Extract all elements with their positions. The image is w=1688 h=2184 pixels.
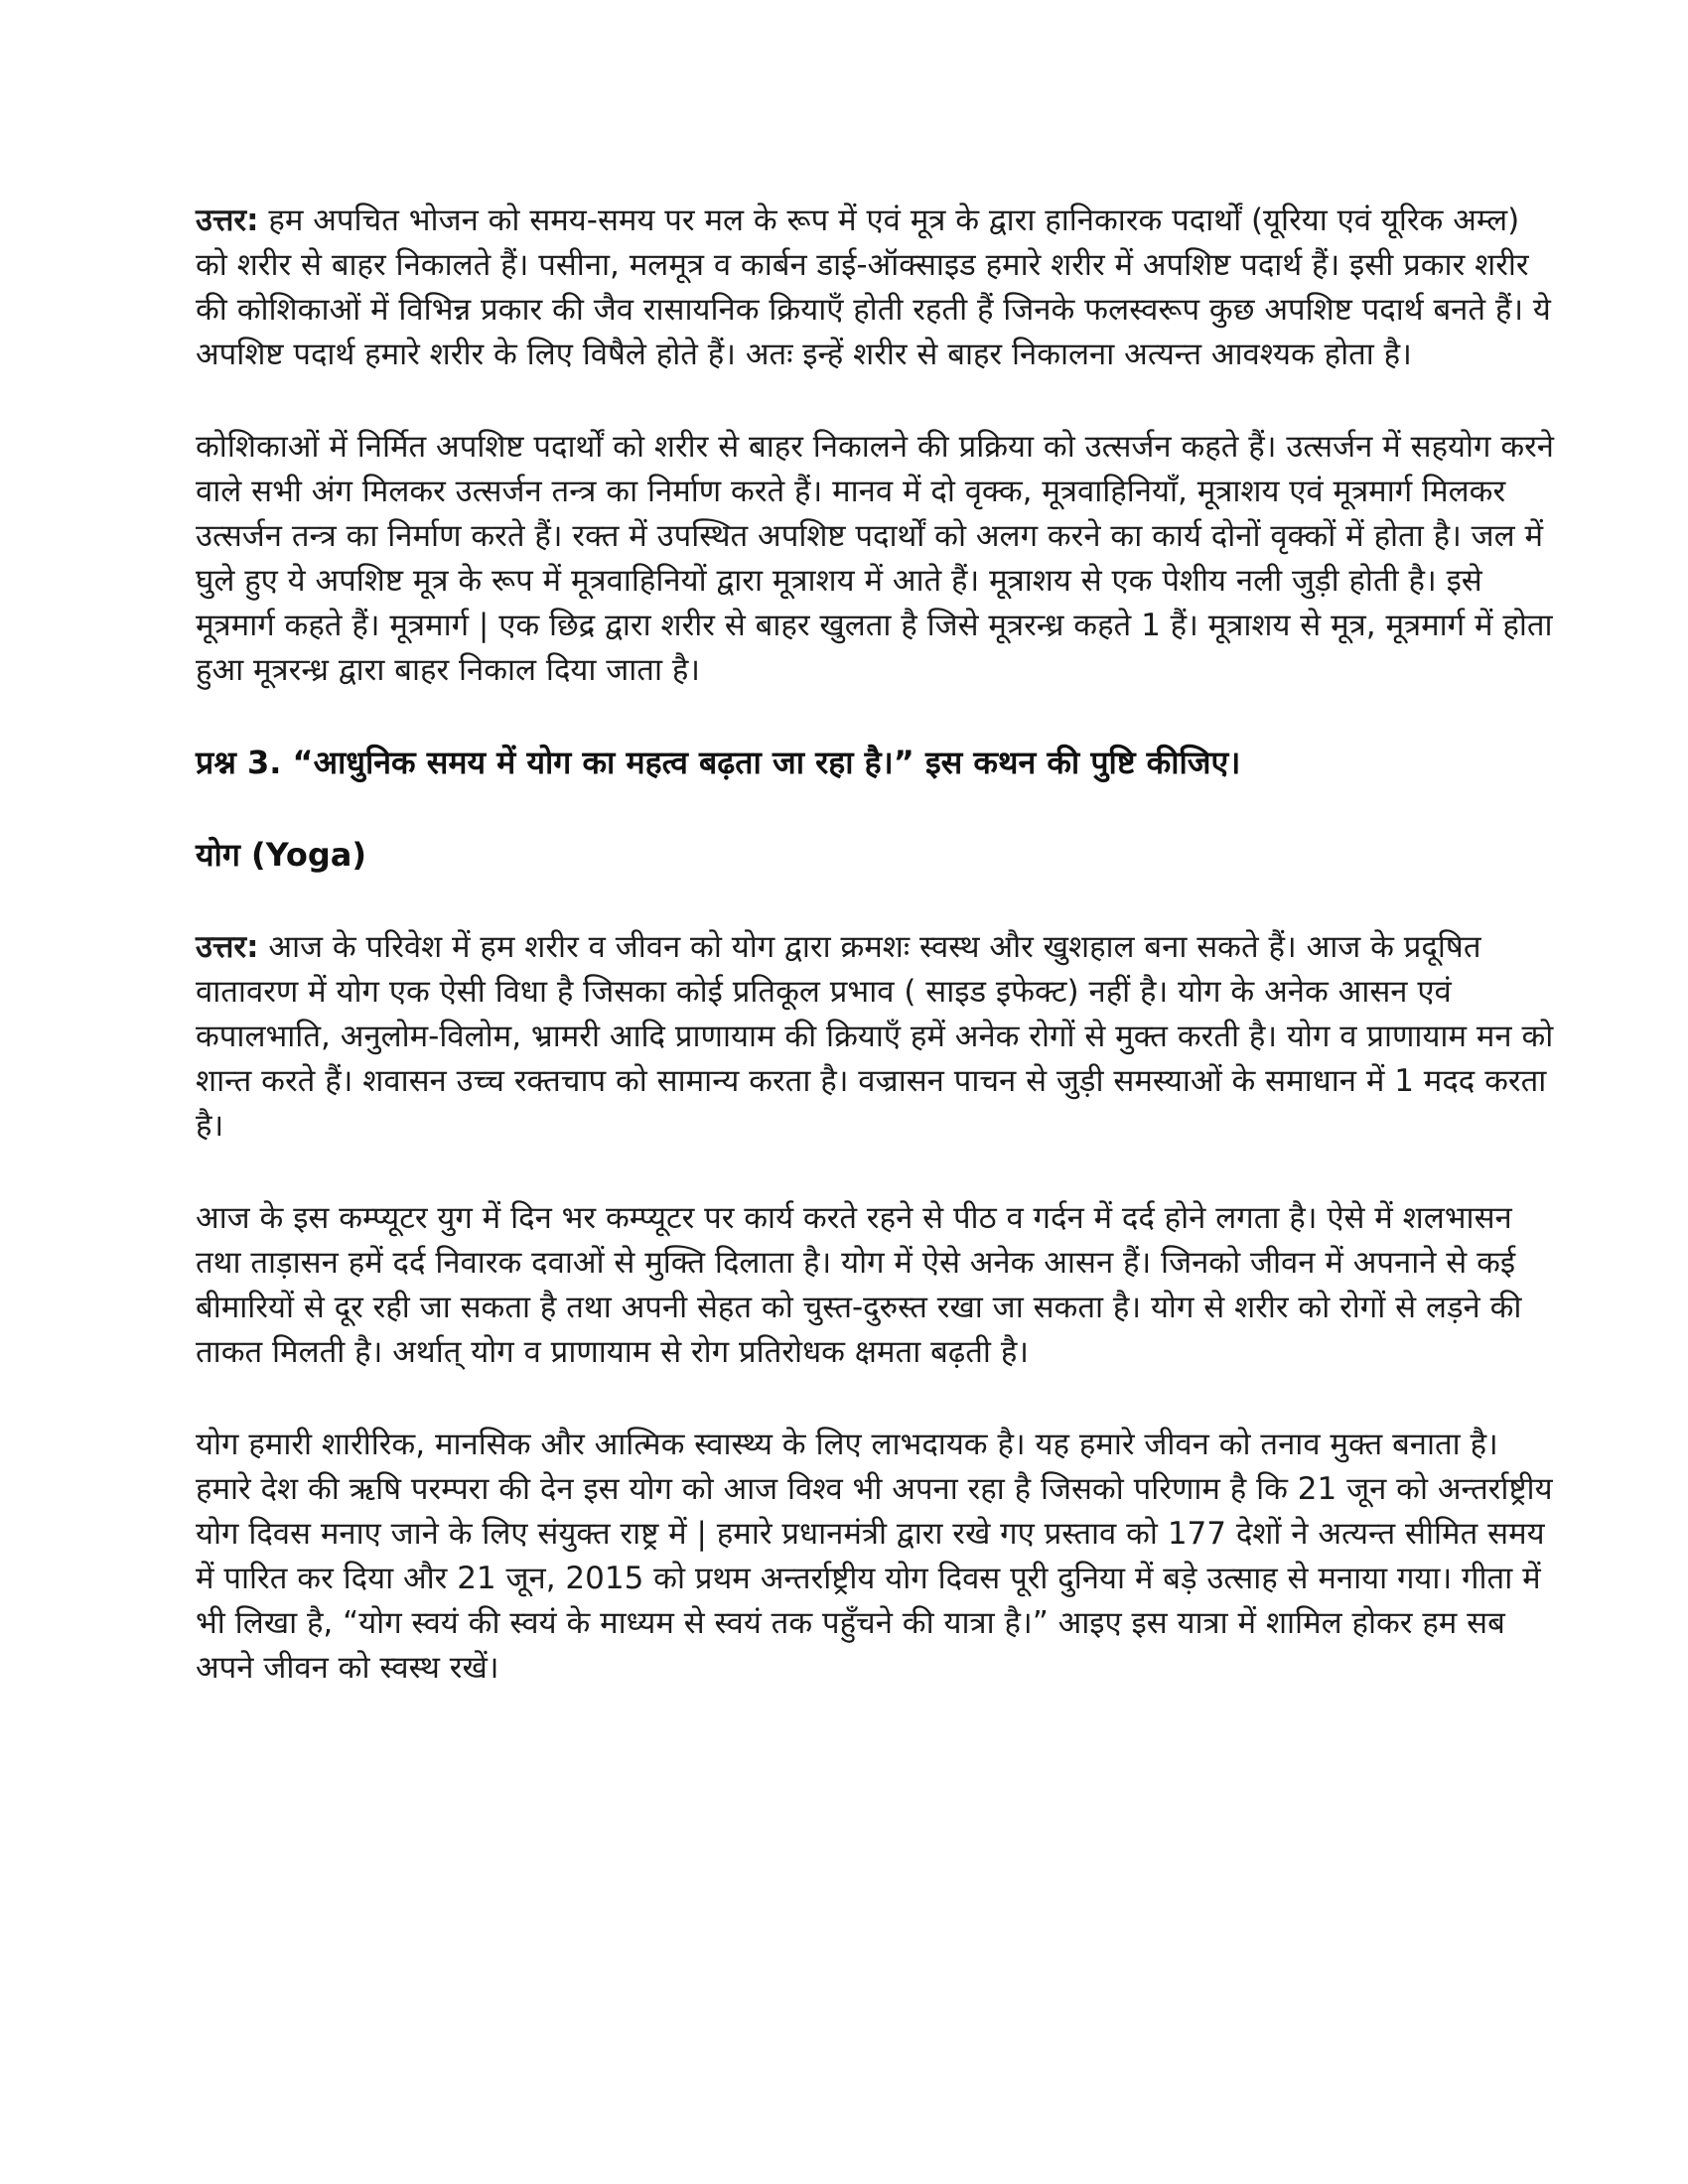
answer-text: हम अपचित भोजन को समय-समय पर मल के रूप में एवं मूत्र के द्वारा हानिकारक पदार्थों (यूरिया एवं यूरिक अम्ल) को शरीर से बाहर निकालते हैं। पसीना, मलमूत्र व कार्बन डाई-ऑक्साइड हमारे शरीर में अपशिष्ट पदार्थ हैं। इसी प्रकार शरीर की कोशिकाओं में विभिन्न प्रकार की जैव रासायनिक क्रियाएँ होती रहती हैं जिनके फलस्वरूप कुछ अपशिष्ट पदार्थ बनते हैं। ये अपशिष्ट पदार्थ हमारे शरीर के लिए विषैले होते हैं। अतः इन्हें शरीर से बाहर निकालना अत्यन्त आवश्यक होता है। (196, 203, 1551, 372)
yoga-subheading: योग (Yoga) (196, 836, 366, 874)
question-3-heading: प्रश्न 3. “आधुनिक समय में योग का महत्व बढ़ता जा रहा है।” इस कथन की पुष्टि कीजिए। (196, 744, 1241, 781)
document-page (196, 199, 1558, 1738)
paragraph-text: योग हमारी शारीरिक, मानसिक और आत्मिक स्वास्थ्य के लिए लाभदायक है। यह हमारे जीवन को तनाव मुक्त बनाता है। हमारे देश की ऋषि परम्परा की देन इस योग को आज विश्व भी अपना रहा है जिसको परिणाम है कि 21 जून को अन्तर्राष्ट्रीय योग दिवस मनाए जाने के लिए संयुक्त राष्ट्र में | हमारे प्रधानमंत्री द्वारा रखे गए प्रस्ताव को 177 देशों ने अत्यन्त सीमित समय में पारित कर दिया और 21 जून, 2015 को प्रथम अन्तर्राष्ट्रीय योग दिवस पूरी दुनिया में बड़े उत्साह से मनाया गया। गीता में भी लिखा है, “योग स्वयं की स्वयं के माध्यम से स्वयं तक पहुँचने की यात्रा है।” आइए इस यात्रा में शामिल होकर हम सब अपने जीवन को स्वस्थ रखें। (196, 1427, 1553, 1686)
answer-paragraph-yoga-3 (196, 1423, 1558, 1691)
answer-label: उत्तर: (196, 203, 259, 238)
answer-paragraph-excretion-1 (196, 199, 1558, 377)
answer-text: आज के परिवेश में हम शरीर व जीवन को योग द्वारा क्रमशः स्वस्थ और खुशहाल बना सकते हैं। आज के प्रदूषित वातावरण में योग एक ऐसी विधा है जिसका कोई प्रतिकूल प्रभाव ( साइड इफेक्ट) नहीं है। योग के अनेक आसन एवं कपालभाति, अनुलोम-विलोम, भ्रामरी आदि प्राणायाम की क्रियाएँ हमें अनेक रोगों से मुक्त करती है। योग व प्राणायाम मन को शान्त करते हैं। शवासन उच्च रक्तचाप को सामान्य करता है। वज्रासन पाचन से जुड़ी समस्याओं के समाधान में 1 मदद करता है। (196, 929, 1554, 1144)
answer-paragraph-yoga-1 (196, 925, 1558, 1149)
answer-label: उत्तर: (196, 929, 259, 965)
paragraph-text: कोशिकाओं में निर्मित अपशिष्ट पदार्थों को शरीर से बाहर निकालने की प्रक्रिया को उत्सर्जन कहते हैं। उत्सर्जन में सहयोग करने वाले सभी अंग मिलकर उत्सर्जन तन्त्र का निर्माण करते हैं। मानव में दो वृक्क, मूत्रवाहिनियाँ, मूत्राशय एवं मूत्रमार्ग मिलकर उत्सर्जन तन्त्र का निर्माण करते हैं। रक्त में उपस्थित अपशिष्ट पदार्थों को अलग करने का कार्य दोनों वृक्कों में होता है। जल में घुले हुए ये अपशिष्ट मूत्र के रूप में मूत्रवाहिनियों द्वारा मूत्राशय में आते हैं। मूत्राशय से एक पेशीय नली जुड़ी होती है। इसे मूत्रमार्ग कहते हैं। मूत्रमार्ग | एक छिद्र द्वारा शरीर से बाहर खुलता है जिसे मूत्ररन्ध्र कहते 1 हैं। मूत्राशय से मूत्र, मूत्रमार्ग में होता हुआ मूत्ररन्ध्र द्वारा बाहर निकाल दिया जाता है। (196, 429, 1555, 688)
answer-paragraph-yoga-2 (196, 1196, 1558, 1375)
answer-paragraph-excretion-2 (196, 425, 1558, 693)
paragraph-text: आज के इस कम्प्यूटर युग में दिन भर कम्प्यूटर पर कार्य करते रहने से पीठ व गर्दन में दर्द होने लगता है। ऐसे में शलभासन तथा ताड़ासन हमें दर्द निवारक दवाओं से मुक्ति दिलाता है। योग में ऐसे अनेक आसन हैं। जिनको जीवन में अपनाने से कई बीमारियों से दूर रही जा सकता है तथा अपनी सेहत को चुस्त-दुरुस्त रखा जा सकता है। योग से शरीर को रोगों से लड़ने की ताकत मिलती है। अर्थात् योग व प्राणायाम से रोग प्रतिरोधक क्षमता बढ़ती है। (196, 1200, 1522, 1370)
